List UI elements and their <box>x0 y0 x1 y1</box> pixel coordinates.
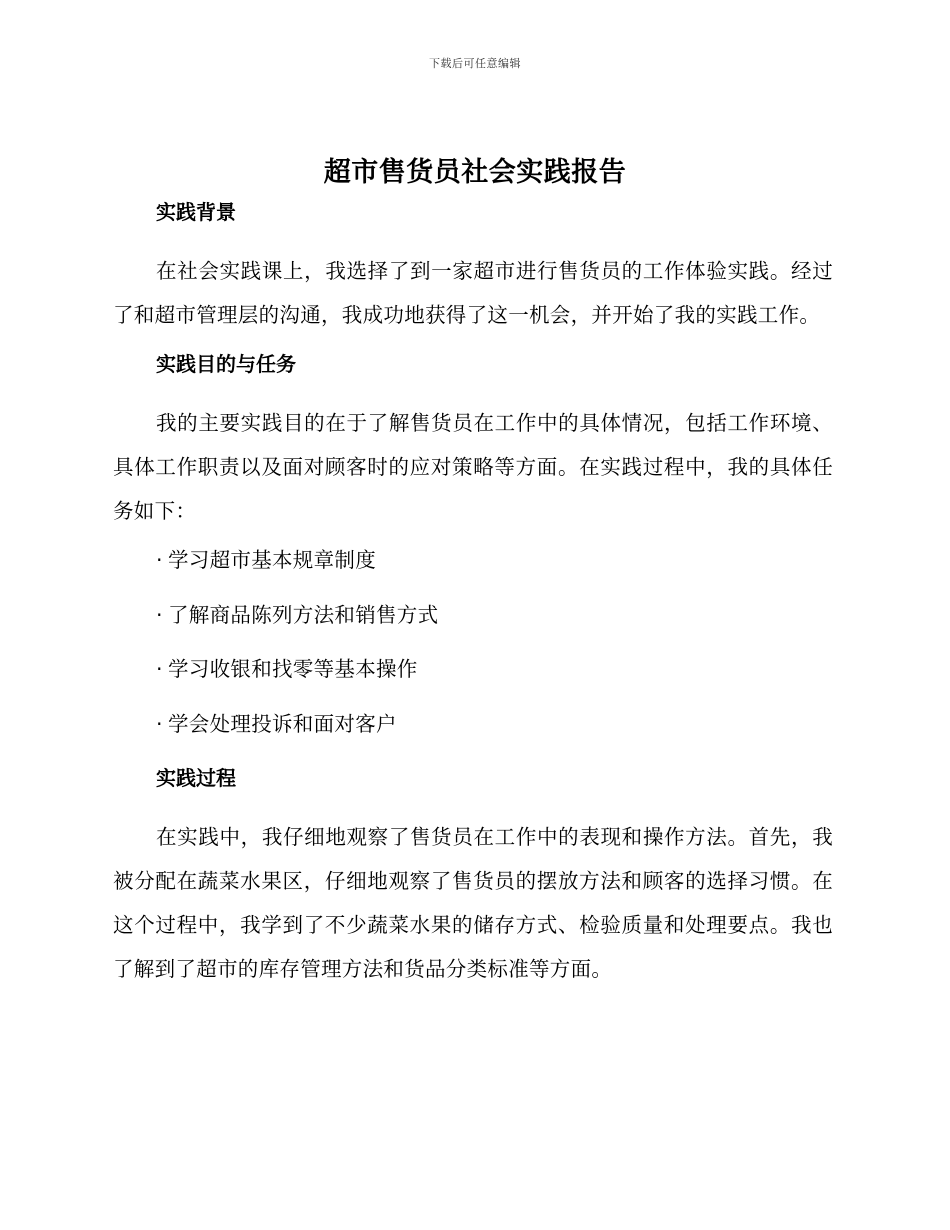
task-text: 学会处理投诉和面对客户 <box>168 711 397 736</box>
bullet: · <box>156 657 163 681</box>
list-item <box>113 543 833 577</box>
bullet: · <box>156 548 163 572</box>
document-title: 超市售货员社会实践报告 <box>323 157 627 188</box>
paragraph-goals: 我的主要实践目的在于了解售货员在工作中的具体情况，包括工作环境、具体工作职责以及面对顾客时的应对策略等方面。在实践过程中，我的具体任务如下： <box>113 411 833 523</box>
paragraph-process: 在实践中，我仔细地观察了售货员在工作中的表现和操作方法。首先，我被分配在蔬菜水果区，仔细地观察了售货员的摆放方法和顾客的选择习惯。在这个过程中，我学到了不少蔬菜水果的储存方式、检验质量和处理要点。我也了解到了超市的库存管理方法和货品分类标准等方面。 <box>113 825 833 981</box>
task-text: 学习超市基本规章制度 <box>168 548 376 572</box>
task-text: 学习收银和找零等基本操作 <box>168 657 418 681</box>
section-heading-process: 实践过程 <box>156 766 236 790</box>
section-heading-background: 实践背景 <box>156 200 236 224</box>
task-list <box>113 543 833 741</box>
list-item <box>113 598 833 632</box>
section-heading-goals: 实践目的与任务 <box>156 352 296 376</box>
bullet: · <box>156 602 163 627</box>
document-body <box>113 195 833 1001</box>
bullet: · <box>156 711 163 736</box>
list-item <box>113 652 833 686</box>
paragraph-background: 在社会实践课上，我选择了到一家超市进行售货员的工作体验实践。经过了和超市管理层的沟通，我成功地获得了这一机会，并开始了我的实践工作。 <box>113 259 833 327</box>
list-item <box>113 707 833 741</box>
header-note: 下载后可任意编辑 <box>429 57 521 70</box>
task-text: 了解商品陈列方法和销售方式 <box>168 602 439 627</box>
